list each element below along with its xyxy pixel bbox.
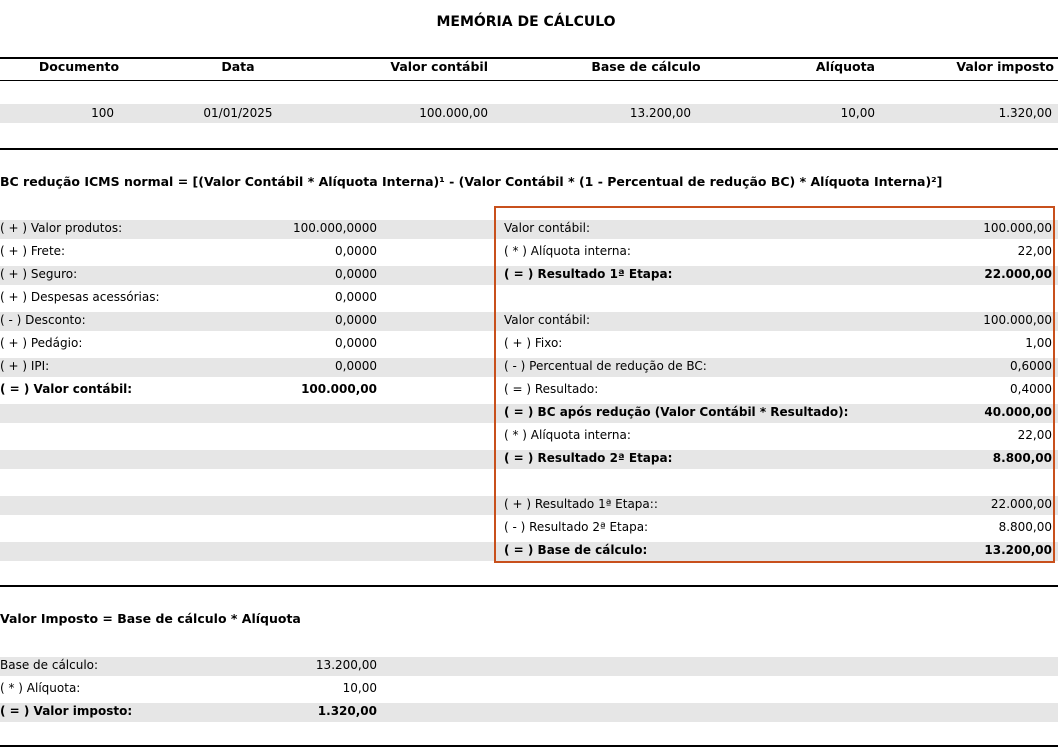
right-label-resultado-2: ( = ) Resultado 2ª Etapa: xyxy=(504,451,673,465)
cell-documento: 100 xyxy=(91,106,114,120)
right-value-valor-contabil-2: 100.000,00 xyxy=(983,313,1052,327)
right-value-resultado-2: 8.800,00 xyxy=(992,451,1052,465)
left-label-pedagio: ( + ) Pedágio: xyxy=(0,336,83,350)
right-value-sum-resultado-1: 22.000,00 xyxy=(990,497,1052,511)
tax-label-aliquota: ( * ) Alíquota: xyxy=(0,681,81,695)
cell-valor-imposto: 1.320,00 xyxy=(998,106,1052,120)
right-value-base-calculo: 13.200,00 xyxy=(984,543,1052,557)
tax-formula: Valor Imposto = Base de cálculo * Alíquota xyxy=(0,611,301,626)
col-header-aliquota: Alíquota xyxy=(815,59,875,74)
page-title: MEMÓRIA DE CÁLCULO xyxy=(436,14,616,30)
left-label-valor-contabil-total: ( = ) Valor contábil: xyxy=(0,382,133,396)
tax-value-valor-imposto: 1.320,00 xyxy=(317,704,377,718)
right-label-resultado: ( = ) Resultado: xyxy=(504,382,599,396)
right-value-bc-apos-reducao: 40.000,00 xyxy=(984,405,1052,419)
cell-aliquota: 10,00 xyxy=(840,106,875,120)
right-label-valor-contabil-2: Valor contábil: xyxy=(504,313,590,327)
tax-value-aliquota: 10,00 xyxy=(342,681,377,695)
left-value-valor-produtos: 100.000,0000 xyxy=(293,221,377,235)
left-value-frete: 0,0000 xyxy=(335,244,377,258)
right-value-valor-contabil: 100.000,00 xyxy=(983,221,1052,235)
right-label-fixo: ( + ) Fixo: xyxy=(504,336,563,350)
right-label-sub-resultado-2: ( - ) Resultado 2ª Etapa: xyxy=(504,520,649,534)
left-value-valor-contabil-total: 100.000,00 xyxy=(301,382,377,396)
right-value-percentual-reducao: 0,6000 xyxy=(1010,359,1052,373)
left-value-seguro: 0,0000 xyxy=(335,267,377,281)
row-band xyxy=(0,657,1058,676)
tax-label-valor-imposto: ( = ) Valor imposto: xyxy=(0,704,133,718)
right-value-resultado-1: 22.000,00 xyxy=(984,267,1052,281)
right-label-bc-apos-reducao: ( = ) BC após redução (Valor Contábil * Resultado): xyxy=(504,405,849,419)
left-value-ipi: 0,0000 xyxy=(335,359,377,373)
section-rule-2 xyxy=(0,585,1058,587)
left-value-desconto: 0,0000 xyxy=(335,313,377,327)
right-value-sub-resultado-2: 8.800,00 xyxy=(998,520,1052,534)
right-label-sum-resultado-1: ( + ) Resultado 1ª Etapa:: xyxy=(504,497,658,511)
left-value-despesas: 0,0000 xyxy=(335,290,377,304)
left-label-despesas: ( + ) Despesas acessórias: xyxy=(0,290,160,304)
col-header-documento: Documento xyxy=(38,59,120,74)
left-label-valor-produtos: ( + ) Valor produtos: xyxy=(0,221,123,235)
right-label-valor-contabil: Valor contábil: xyxy=(504,221,590,235)
section-rule-1 xyxy=(0,148,1058,150)
section-rule-3 xyxy=(0,745,1058,747)
col-header-data: Data xyxy=(221,59,255,74)
right-value-resultado: 0,4000 xyxy=(1010,382,1052,396)
left-label-frete: ( + ) Frete: xyxy=(0,244,66,258)
col-header-valor-contabil: Valor contábil xyxy=(390,59,488,74)
col-header-valor-imposto: Valor imposto xyxy=(956,59,1054,74)
tax-label-base-calculo: Base de cálculo: xyxy=(0,658,99,672)
left-label-ipi: ( + ) IPI: xyxy=(0,359,50,373)
right-label-aliquota-interna-2: ( * ) Alíquota interna: xyxy=(504,428,631,442)
right-label-resultado-1: ( = ) Resultado 1ª Etapa: xyxy=(504,267,673,281)
header-bottom-rule xyxy=(0,80,1058,81)
left-value-pedagio: 0,0000 xyxy=(335,336,377,350)
right-label-percentual-reducao: ( - ) Percentual de redução de BC: xyxy=(504,359,707,373)
right-label-aliquota-interna: ( * ) Alíquota interna: xyxy=(504,244,631,258)
cell-valor-contabil: 100.000,00 xyxy=(419,106,488,120)
row-band xyxy=(0,703,1058,722)
right-value-aliquota-interna-2: 22,00 xyxy=(1017,428,1052,442)
tax-value-base-calculo: 13.200,00 xyxy=(315,658,377,672)
right-value-fixo: 1,00 xyxy=(1025,336,1052,350)
right-value-aliquota-interna: 22,00 xyxy=(1017,244,1052,258)
right-label-base-calculo: ( = ) Base de cálculo: xyxy=(504,543,648,557)
cell-base-calculo: 13.200,00 xyxy=(629,106,691,120)
cell-data: 01/01/2025 xyxy=(203,106,273,120)
col-header-base-calculo: Base de cálculo xyxy=(591,59,701,74)
bc-formula: BC redução ICMS normal = [(Valor Contábil * Alíquota Interna)¹ - (Valor Contábil * (1 - Percentual de redução BC) * Alíquota Interna)²] xyxy=(0,174,943,189)
left-label-desconto: ( - ) Desconto: xyxy=(0,313,86,327)
left-label-seguro: ( + ) Seguro: xyxy=(0,267,78,281)
table-row-band xyxy=(0,104,1058,123)
header-top-rule xyxy=(0,57,1058,59)
